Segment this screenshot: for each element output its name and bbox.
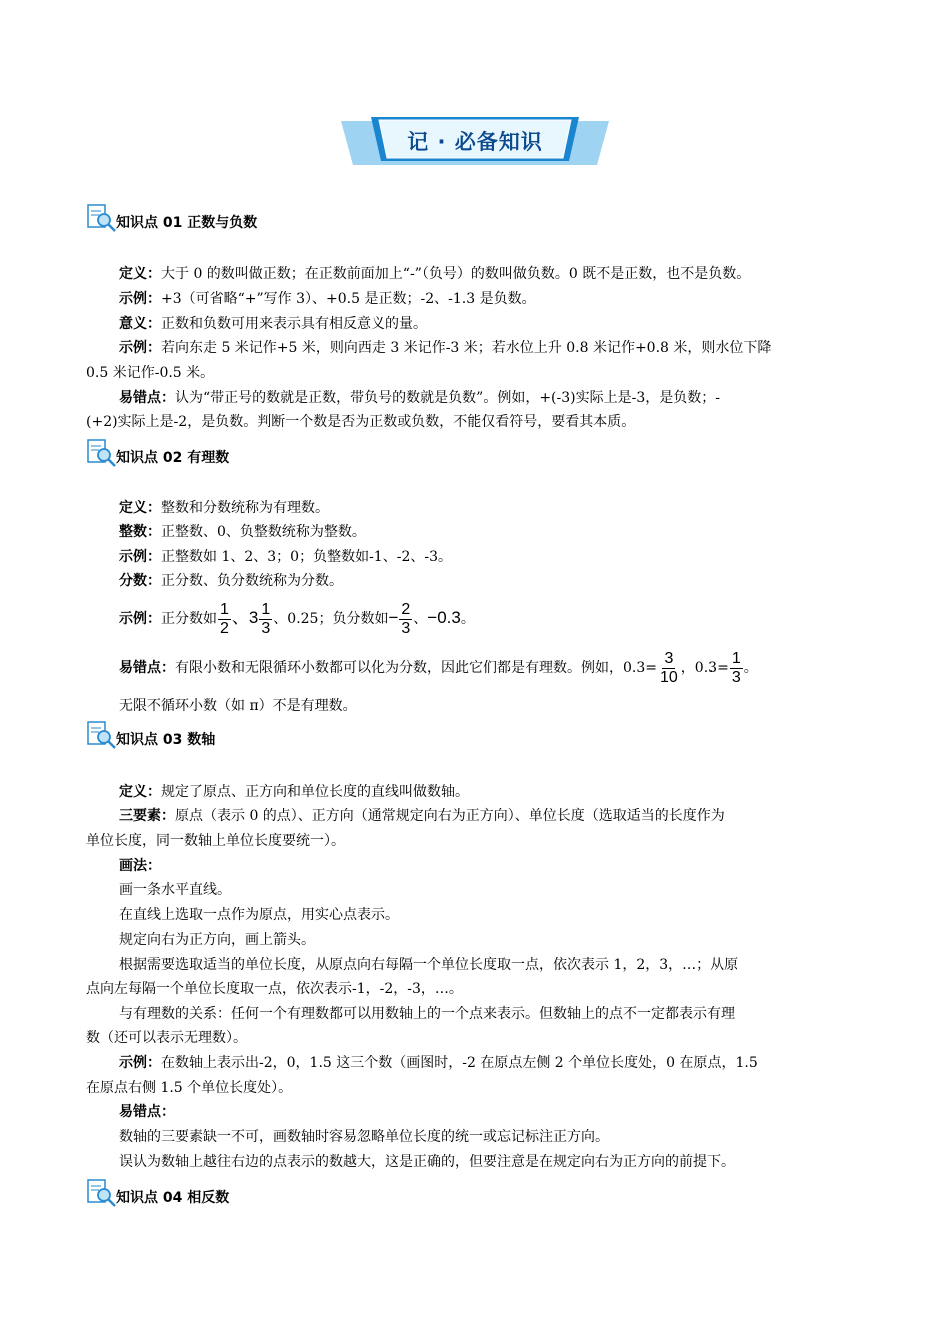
section-title: 知识点 01 正数与负数 bbox=[116, 215, 258, 231]
section-title: 知识点 04 相反数 bbox=[116, 1190, 230, 1206]
fraction: $\frac{1}{2}$ bbox=[220, 600, 229, 637]
section-header-02 bbox=[86, 437, 229, 469]
paragraph: 示例：+3（可省略“+”写作 3）、+0.5 是正数；-2、-1.3 是负数。 bbox=[119, 291, 536, 307]
paragraph: 易错点：认为“带正号的数就是正数，带负号的数就是负数”。例如，+(-3)实际上是-3，是负数；- bbox=[119, 390, 720, 406]
paragraph: 易错点：有限小数和无限循环小数都可以化为分数，因此它们都是有理数。例如，0.3= $\frac{3}{10}$ ，0.3 ·= $\frac{1}{3}$ 。 bbox=[119, 646, 758, 690]
paragraph-continuation: 单位长度，同一数轴上单位长度要统一）。 bbox=[86, 833, 345, 849]
paragraph: 示例：在数轴上表示出-2，0，1.5 这三个数（画图时，-2 在原点左侧 2 个单位长度处，0 在原点，1.5 bbox=[119, 1055, 758, 1071]
paragraph: 误认为数轴上越往右边的点表示的数越大，这是正确的，但要注意是在规定向右为正方向的前提下。 bbox=[119, 1154, 735, 1170]
paragraph: 意义：正数和负数可用来表示具有相反意义的量。 bbox=[119, 316, 427, 332]
magnifier-document-icon bbox=[86, 1177, 118, 1209]
section-title: 知识点 02 有理数 bbox=[116, 450, 230, 466]
section-banner bbox=[341, 117, 609, 167]
section-header-03 bbox=[86, 719, 215, 751]
paragraph: 示例：正整数如 1、2、3；0；负整数如-1、-2、-3。 bbox=[119, 549, 452, 565]
paragraph: 易错点： bbox=[119, 1104, 175, 1120]
paragraph-continuation: 0.5 米记作-0.5 米。 bbox=[86, 365, 215, 381]
paragraph: 根据需要选取适当的单位长度，从原点向右每隔一个单位长度取一点，依次表示 1，2，3，…；从原 bbox=[119, 957, 739, 973]
paragraph: 定义：规定了原点、正方向和单位长度的直线叫做数轴。 bbox=[119, 784, 469, 800]
fraction: $\frac{2}{3}$ bbox=[401, 600, 411, 637]
paragraph: 画一条水平直线。 bbox=[119, 882, 231, 898]
magnifier-document-icon bbox=[86, 202, 118, 234]
magnifier-document-icon bbox=[86, 719, 118, 751]
paragraph: 分数：正分数、负分数统称为分数。 bbox=[119, 573, 343, 589]
paragraph: 示例：若向东走 5 米记作+5 米，则向西走 3 米记作-3 米；若水位上升 0.8 米记作+0.8 米，则水位下降 bbox=[119, 340, 772, 356]
paragraph: 与有理数的关系：任何一个有理数都可以用数轴上的一个点来表示。但数轴上的点不一定都表示有理 bbox=[119, 1006, 735, 1022]
section-title: 知识点 03 数轴 bbox=[116, 732, 216, 748]
paragraph-continuation: 点向左每隔一个单位长度取一点，依次表示-1，-2，-3，…。 bbox=[86, 981, 463, 997]
section-header-04 bbox=[86, 1177, 229, 1209]
fraction-example: 示例：正分数如 $\frac{1}{2}$ 、3 $\frac{1}{3}$ 、0.25；负分数如− $\frac{2}{3}$ 、−0.3。 bbox=[119, 600, 475, 637]
fraction: $\frac{1}{3}$ bbox=[261, 600, 271, 637]
paragraph: 数轴的三要素缺一不可，画数轴时容易忽略单位长度的统一或忘记标注正方向。 bbox=[119, 1129, 609, 1145]
repeating-digit: 3 · bbox=[708, 660, 717, 676]
fraction: $\frac{3}{10}$ bbox=[660, 649, 678, 686]
paragraph: 整数：正整数、0、负整数统称为整数。 bbox=[119, 524, 366, 540]
paragraph-continuation: 数（还可以表示无理数）。 bbox=[86, 1030, 247, 1046]
banner-title: 记 · 必备知识 bbox=[407, 130, 543, 154]
paragraph: 无限不循环小数（如 π）不是有理数。 bbox=[119, 698, 357, 714]
paragraph: 定义：整数和分数统称为有理数。 bbox=[119, 500, 329, 516]
paragraph: 定义：大于 0 的数叫做正数；在正数前面加上“-”（负号）的数叫做负数。0 既不是正数，也不是负数。 bbox=[119, 266, 751, 282]
paragraph: 在直线上选取一点作为原点，用实心点表示。 bbox=[119, 907, 399, 923]
fraction: $\frac{1}{3}$ bbox=[731, 649, 741, 686]
magnifier-document-icon bbox=[86, 437, 118, 469]
paragraph-continuation: (+2)实际上是-2，是负数。判断一个数是否为正数或负数，不能仅看符号，要看其本质。 bbox=[86, 414, 636, 430]
paragraph: 规定向右为正方向，画上箭头。 bbox=[119, 932, 315, 948]
section-header-01 bbox=[86, 202, 257, 234]
paragraph: 三要素：原点（表示 0 的点）、正方向（通常规定向右为正方向）、单位长度（选取适当的长度作为 bbox=[119, 808, 725, 824]
paragraph: 画法： bbox=[119, 858, 161, 874]
paragraph-continuation: 在原点右侧 1.5 个单位长度处）。 bbox=[86, 1080, 293, 1096]
